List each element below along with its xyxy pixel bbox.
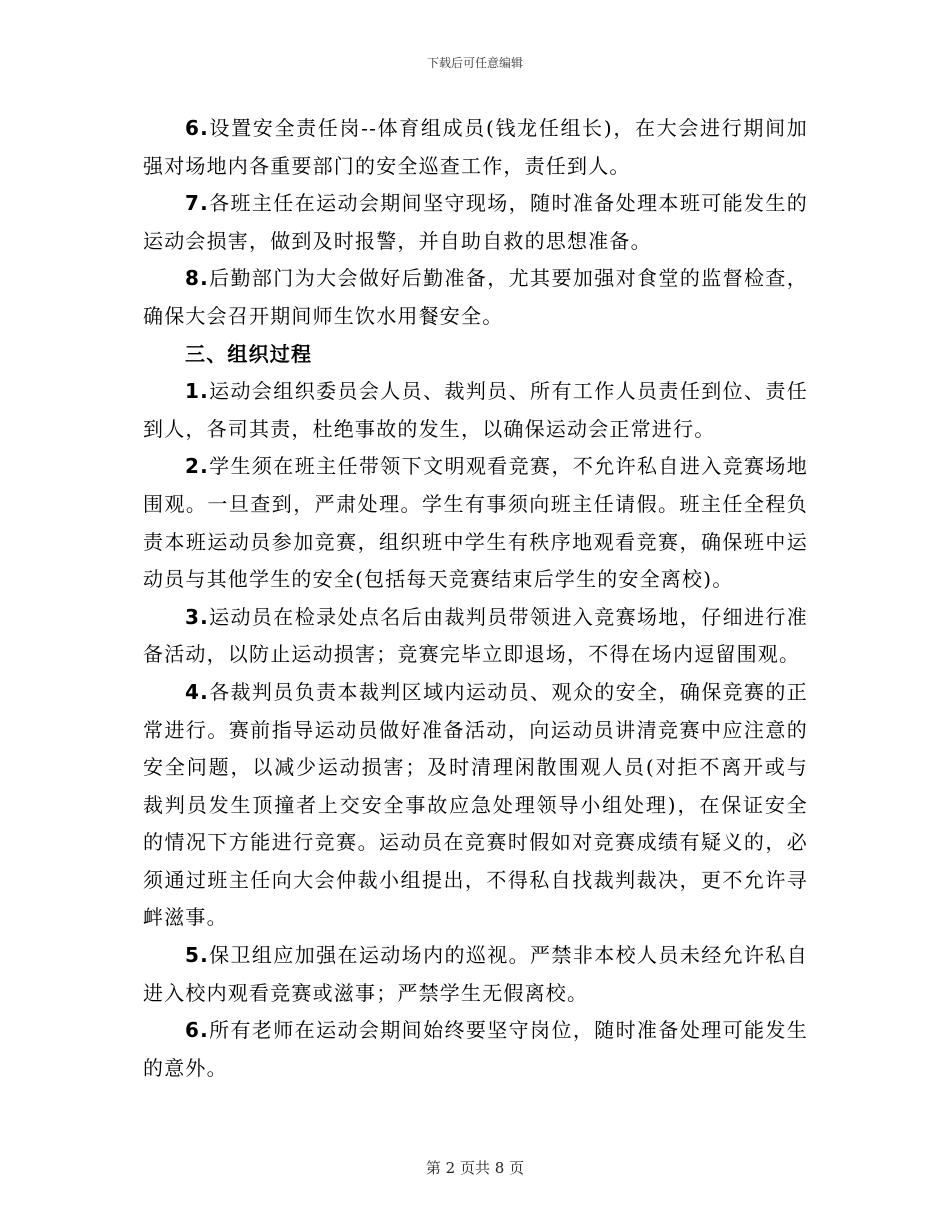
section-paragraph-5 [143, 937, 808, 1012]
item-number: 2. [185, 454, 209, 479]
paragraph-item-7 [143, 185, 808, 260]
section-paragraph-2 [143, 448, 808, 598]
document-body [143, 110, 808, 1087]
paragraph-text: 设置安全责任岗--体育组成员(钱龙任组长)，在大会进行期间加强对场地内各重要部门的安全巡查工作，责任到人。 [143, 116, 808, 178]
paragraph-text: 所有老师在运动会期间始终要坚守岗位，随时准备处理可能发生的意外。 [143, 1018, 808, 1080]
paragraph-text: 各裁判员负责本裁判区域内运动员、观众的安全，确保竞赛的正常进行。赛前指导运动员做好准备活动，向运动员讲清竞赛中应注意的安全问题，以减少运动损害；及时清理闲散围观人员(对拒不离开或与裁判员发生顶撞者上交安全事故应急处理领导小组处理)，在保证安全的情况下方能进行竞赛。运动员在竞赛时假如对竞赛成绩有疑义的，必须通过班主任向大会仲裁小组提出，不得私自找裁判裁决，更不允许寻衅滋事。 [143, 679, 808, 930]
paragraph-item-6 [143, 110, 808, 185]
paragraph-text: 运动会组织委员会人员、裁判员、所有工作人员责任到位、责任到人，各司其责，杜绝事故的发生，以确保运动会正常进行。 [143, 379, 808, 441]
paragraph-item-8 [143, 260, 808, 335]
item-number: 6. [185, 116, 209, 140]
paragraph-text: 保卫组应加强在运动场内的巡视。严禁非本校人员未经允许私自进入校内观看竞赛或滋事；严禁学生无假离校。 [143, 943, 808, 1005]
item-number: 1. [185, 379, 209, 404]
section-paragraph-1 [143, 373, 808, 448]
item-number: 5. [185, 943, 209, 968]
paragraph-text: 后勤部门为大会做好后勤准备，尤其要加强对食堂的监督检查，确保大会召开期间师生饮水用餐安全。 [143, 266, 808, 328]
page-header: 下载后可任意编辑 [426, 56, 523, 70]
page-footer: 第 2 页共 8 页 [425, 1159, 525, 1177]
paragraph-text: 学生须在班主任带领下文明观看竞赛，不允许私自进入竞赛场地围观。一旦查到，严肃处理。学生有事须向班主任请假。班主任全程负责本班运动员参加竞赛，组织班中学生有秩序地观看竞赛，确保班中运动员与其他学生的安全(包括每天竞赛结束后学生的安全离校)。 [143, 454, 808, 592]
item-number: 6. [185, 1018, 209, 1043]
item-number: 4. [185, 679, 209, 704]
section-paragraph-3 [143, 599, 808, 674]
paragraph-text: 运动员在检录处点名后由裁判员带领进入竞赛场地，仔细进行准备活动，以防止运动损害；竞赛完毕立即退场，不得在场内逗留围观。 [143, 604, 808, 667]
item-number: 3. [185, 604, 209, 629]
section-heading: 三、组织过程 [185, 341, 313, 366]
item-number: 8. [185, 266, 209, 291]
section-paragraph-6 [143, 1012, 808, 1087]
paragraph-text: 各班主任在运动会期间坚守现场，随时准备处理本班可能发生的运动会损害，做到及时报警，并自助自救的思想准备。 [143, 191, 808, 253]
item-number: 7. [185, 191, 209, 216]
section-paragraph-4 [143, 674, 808, 937]
